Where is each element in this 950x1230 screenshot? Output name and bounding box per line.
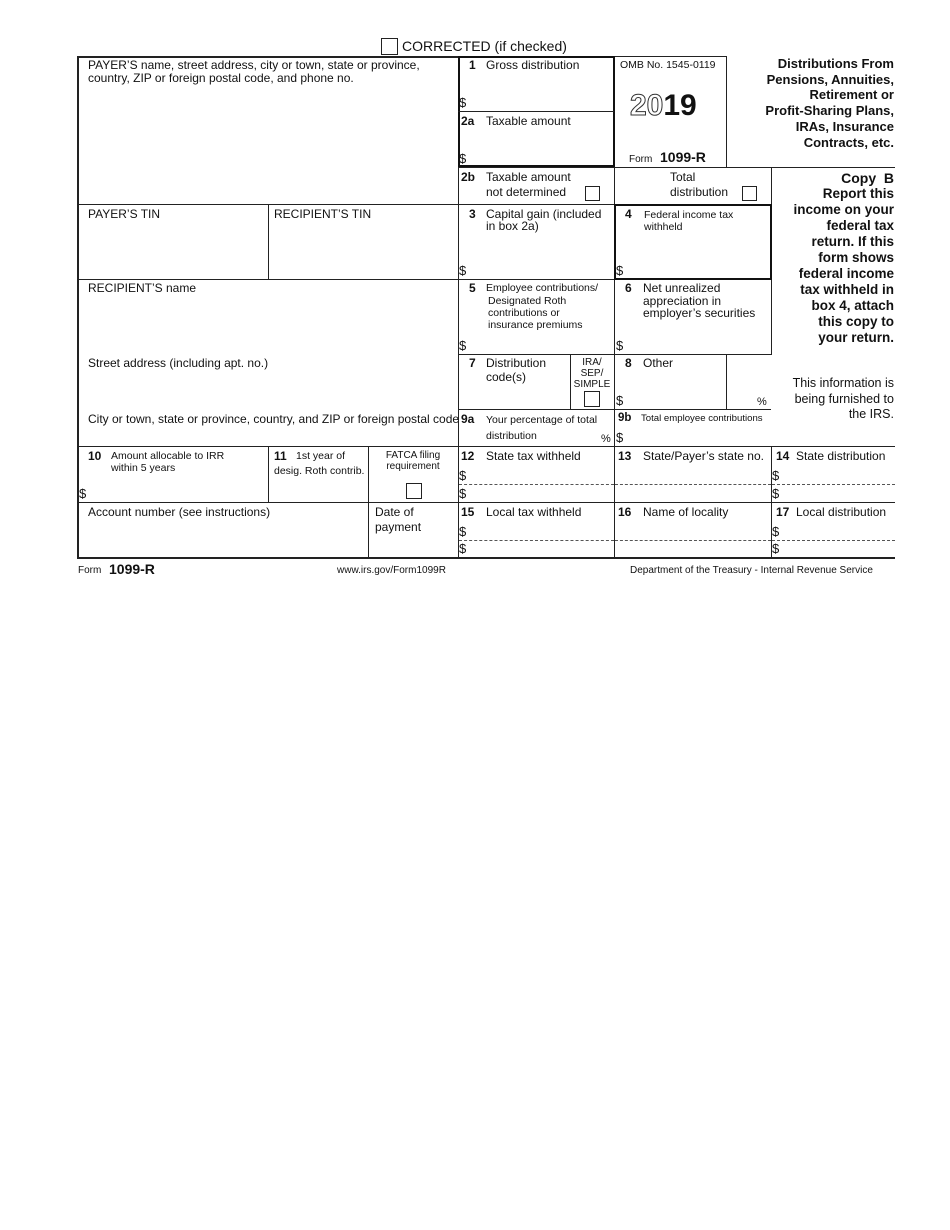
- box-9b-field[interactable]: [628, 427, 768, 444]
- box-9b-dollar: $: [616, 430, 624, 445]
- box-3-field[interactable]: [470, 238, 610, 276]
- box-5-label-2: Designated Roth: [488, 295, 567, 307]
- box-11-number: 11: [274, 449, 287, 463]
- box-1-label: Gross distribution: [486, 58, 580, 72]
- box-17-dollar-2: $: [772, 541, 780, 556]
- recipient-tin-label: RECIPIENT’S TIN: [274, 207, 372, 221]
- title-line-6: Contracts, etc.: [803, 134, 894, 150]
- box-15-dollar-1: $: [459, 524, 467, 539]
- box-3-label-2: in box 2a): [486, 219, 539, 233]
- payer-tin-label: PAYER’S TIN: [88, 207, 161, 221]
- date-of-payment-label-2: payment: [375, 520, 422, 534]
- box-2b-number: 2b: [461, 170, 476, 184]
- box-17-number: 17: [776, 505, 790, 519]
- box-11-label-1: 1st year of: [296, 450, 346, 462]
- fatca-label-1: FATCA filing: [385, 450, 441, 461]
- total-distribution-label-1: Total: [670, 170, 696, 184]
- box-17-dollar-1: $: [772, 524, 780, 539]
- box-4-dollar: $: [616, 263, 624, 278]
- street-address-field[interactable]: [80, 371, 456, 409]
- ira-label-3: SIMPLE: [573, 379, 611, 390]
- box-17-label: Local distribution: [796, 505, 887, 519]
- box-13-number: 13: [618, 449, 632, 463]
- box-2b-label-1: Taxable amount: [486, 170, 571, 184]
- copy-b-line-5: form shows: [818, 250, 894, 265]
- box-7-label-1: Distribution: [486, 356, 547, 370]
- city-label: City or town, state or province, country, and ZIP or foreign postal code: [88, 412, 460, 426]
- box-9a-field[interactable]: [550, 428, 598, 444]
- account-number-field[interactable]: [82, 522, 364, 555]
- box-6-dollar: $: [616, 338, 624, 353]
- box-9a-number: 9a: [461, 412, 475, 426]
- box-9b-number: 9b: [618, 412, 632, 424]
- box-16-field-1[interactable]: [618, 522, 768, 539]
- box-17-field-2[interactable]: [783, 542, 893, 556]
- recipient-name-label: RECIPIENT’S name: [88, 281, 197, 295]
- date-of-payment-field[interactable]: [372, 536, 456, 555]
- box-4-field[interactable]: [628, 238, 766, 276]
- box-4-number: 4: [625, 207, 632, 221]
- box-4-label-2: withheld: [644, 221, 683, 233]
- box-6-label-3: employer’s securities: [643, 306, 756, 320]
- box-2a-dollar: $: [459, 151, 467, 166]
- payer-tin-field[interactable]: [80, 222, 266, 277]
- box-15-dollar-2: $: [459, 541, 467, 556]
- box-9a-percent: %: [601, 433, 611, 445]
- box-3-number: 3: [469, 207, 476, 221]
- box-7-field[interactable]: [470, 387, 566, 407]
- box-13-field-1[interactable]: [618, 466, 768, 483]
- box-3-label-1: Capital gain (included: [486, 207, 602, 221]
- title-line-2: Pensions, Annuities,: [766, 71, 894, 87]
- box-11-label-2: desig. Roth contrib.: [274, 465, 365, 477]
- footer-form-number: 1099-R: [109, 561, 155, 577]
- omb-form-number: 1099-R: [660, 149, 706, 165]
- total-distribution-checkbox[interactable]: [742, 186, 757, 201]
- payer-name-label-2: country, ZIP or foreign postal code, and phone no.: [88, 71, 354, 85]
- box-8-field[interactable]: [628, 375, 724, 407]
- recipient-name-field[interactable]: [80, 296, 456, 351]
- footer-department: Department of the Treasury - Internal Revenue Service: [630, 565, 873, 576]
- box-2a-label: Taxable amount: [486, 114, 571, 128]
- box-5-dollar: $: [459, 338, 467, 353]
- title-line-5: IRAs, Insurance: [795, 118, 894, 134]
- footer-form-word: Form: [78, 565, 102, 576]
- info-line-3: the IRS.: [848, 407, 894, 421]
- box-14-number: 14: [776, 449, 790, 463]
- copy-b-block: [775, 170, 894, 346]
- copy-b-line-7: tax withheld in: [800, 282, 894, 297]
- recipient-tin-field[interactable]: [270, 222, 456, 277]
- box-10-label-2: within 5 years: [111, 462, 176, 474]
- ira-sep-simple-checkbox[interactable]: [584, 391, 600, 407]
- box-6-number: 6: [625, 281, 632, 295]
- info-furnished: [775, 376, 894, 423]
- box-2b-label-2: not determined: [486, 185, 567, 199]
- box-12-field-2[interactable]: [470, 486, 610, 501]
- box-16-label: Name of locality: [643, 505, 729, 519]
- box-10-label-1: Amount allocable to IRR: [111, 450, 225, 462]
- box-15-label: Local tax withheld: [486, 505, 582, 519]
- corrected-label: CORRECTED (if checked): [402, 38, 567, 54]
- box-8-percent-field[interactable]: [728, 375, 758, 407]
- fatca-label-2: requirement: [386, 461, 440, 472]
- form-title: [735, 56, 894, 150]
- tax-year-outline: 20: [630, 89, 664, 122]
- copy-b-line-2: income on your: [793, 202, 894, 217]
- box-12-dollar-1: $: [459, 468, 467, 483]
- box-1-number: 1: [469, 58, 476, 72]
- payer-name-label: PAYER’S name, street address, city or town, state or province,: [88, 58, 420, 72]
- box-3-dollar: $: [459, 263, 467, 278]
- box-2b-checkbox[interactable]: [585, 186, 600, 201]
- box-14-field-2[interactable]: [783, 486, 893, 501]
- box-15-field-1[interactable]: [470, 522, 610, 539]
- copy-b-line-8: box 4, attach: [811, 298, 894, 313]
- box-14-dollar-2: $: [772, 486, 780, 501]
- payer-name-field[interactable]: [80, 86, 456, 202]
- fatca-label: [370, 450, 456, 472]
- box-14-field-1[interactable]: [783, 466, 893, 483]
- info-line-1: This information is: [792, 376, 894, 390]
- copy-b-line-4: return. If this: [811, 234, 894, 249]
- box-5-label-1: Employee contributions/: [486, 282, 599, 294]
- street-address-label: Street address (including apt. no.): [88, 356, 269, 370]
- box-8-dollar: $: [616, 393, 624, 408]
- box-13-field-2[interactable]: [618, 486, 768, 501]
- total-distribution-label-2: distribution: [670, 185, 729, 199]
- copy-b-line-10: your return.: [818, 330, 894, 345]
- box-15-field-2[interactable]: [470, 542, 610, 556]
- box-9a-label-2: distribution: [486, 430, 537, 442]
- copy-b-line-9: this copy to: [818, 314, 894, 329]
- box-6-label-2: appreciation in: [643, 294, 722, 308]
- box-12-label: State tax withheld: [486, 449, 581, 463]
- copy-b-line-1: Report this: [822, 186, 894, 201]
- box-7-number: 7: [469, 356, 476, 370]
- title-line-4: Profit-Sharing Plans,: [765, 103, 894, 119]
- box-12-field-1[interactable]: [470, 466, 610, 483]
- box-5-label-4: insurance premiums: [488, 319, 583, 331]
- box-10-dollar: $: [79, 486, 87, 501]
- date-of-payment-label-1: Date of: [375, 505, 414, 519]
- box-2a-number: 2a: [461, 114, 475, 128]
- box-15-number: 15: [461, 505, 475, 519]
- box-11-field[interactable]: [272, 480, 366, 500]
- copy-b-line-3: federal tax: [826, 218, 894, 233]
- box-8-label: Other: [643, 356, 674, 370]
- box-5-number: 5: [469, 281, 476, 295]
- copy-b-line-6: federal income: [798, 266, 894, 281]
- box-5-label-3: contributions or: [488, 307, 560, 319]
- title-line-3: Retirement or: [809, 87, 894, 103]
- box-10-number: 10: [88, 449, 102, 463]
- info-line-2: being furnished to: [794, 391, 894, 406]
- box-1-field[interactable]: [470, 78, 610, 108]
- box-12-number: 12: [461, 449, 475, 463]
- account-number-label: Account number (see instructions): [88, 505, 271, 519]
- copy-b-label: Copy B: [841, 170, 894, 186]
- box-16-field-2[interactable]: [618, 542, 768, 556]
- box-8-percent: %: [757, 396, 767, 408]
- box-6-label-1: Net unrealized: [643, 281, 721, 295]
- box-6-field[interactable]: [628, 325, 768, 351]
- box-10-field[interactable]: [92, 478, 264, 500]
- ira-sep-simple-label: [571, 357, 613, 390]
- corrected-checkbox[interactable]: [381, 38, 398, 55]
- box-1-dollar: $: [459, 95, 467, 110]
- ira-label-2: SEP/: [580, 368, 604, 379]
- omb-form-word: Form: [629, 154, 653, 165]
- footer-url: www.irs.gov/Form1099R: [337, 565, 446, 576]
- box-17-field-1[interactable]: [783, 522, 893, 539]
- box-2a-field[interactable]: [470, 133, 610, 163]
- title-line-1: Distributions From: [777, 56, 894, 71]
- box-12-dollar-2: $: [459, 486, 467, 501]
- tax-year-bold: 19: [663, 89, 697, 122]
- box-13-label: State/Payer’s state no.: [643, 449, 764, 463]
- tax-year: [630, 90, 697, 122]
- box-16-number: 16: [618, 505, 632, 519]
- box-14-label: State distribution: [796, 449, 886, 463]
- box-4-label-1: Federal income tax: [644, 209, 734, 221]
- box-9a-label-1: Your percentage of total: [486, 414, 598, 426]
- box-9b-label: Total employee contributions: [641, 413, 763, 424]
- box-8-number: 8: [625, 356, 632, 370]
- box-14-dollar-1: $: [772, 468, 780, 483]
- omb-number: OMB No. 1545-0119: [620, 59, 716, 71]
- box-5-field[interactable]: [470, 333, 610, 352]
- fatca-checkbox[interactable]: [406, 483, 422, 499]
- ira-label-1: IRA/: [582, 357, 602, 368]
- box-7-label-2: code(s): [486, 370, 527, 384]
